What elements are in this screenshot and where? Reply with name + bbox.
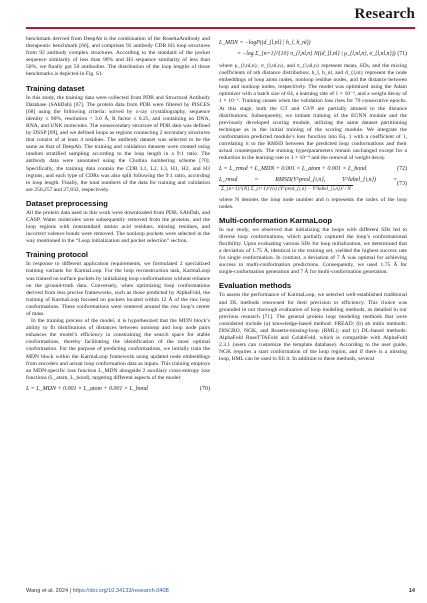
section-heading-training-dataset: Training dataset — [26, 83, 85, 93]
page-number: 14 — [408, 588, 415, 594]
equation-root: Σ_{n=1}^{N} Σ_{i=1}^{n} (Y^pred_{i,n} − Y^label_{i,n})² / N — [221, 185, 351, 192]
equation-body: = −log Σ_{n=1}^{10} π_{l,nl,n} N((d_{l,nl} | μ_{l,nl,n}, σ_{l,nl,n})) — [237, 50, 396, 57]
section-heading-dataset-preprocessing: Dataset preprocessing — [26, 198, 108, 208]
section-heading-training-protocol: Training protocol — [26, 250, 89, 260]
paragraph: where N denotes the loop node number and n represents the index of the loop nodes. — [219, 196, 407, 210]
equation-number: (72) — [397, 166, 407, 173]
equation-70 — [26, 386, 210, 393]
right-column — [219, 36, 407, 363]
paragraph: In the training process of the model, it is hypothesized that the MDN block’s ability to fit distributions of distances between nonloop and loop node pairs enhances the model’s efficiency in constraining the search space for stable conformations, thereby facilitating the identification of the most optimal conformation. For the purpose of predicting conformations, we initially train the MDN block within the KarmaLoop framework using updated node embeddings from encoders and actual loop conformation data as inputs. This training employs an MDN-specific loss function L_MDN alongside 2 auxiliary cross-entropy loss functions (L_atom, L_bond), targeting different aspects of the model: — [26, 318, 210, 381]
paragraph: where μ_{l,nl,n}, σ_{l,nl,n}, and π_{l,nl,n} represent mean, SDs, and the mixing coefficients of nth distance distribution; h_l, h_nl, and d_{l,nl} represent the node embeddings of loop atom nodes, nonloop residue nodes, and the distance between loop and nonloop nodes, respectively. The model was optimized using the Adam optimizer with a batch size of 64, a learning rate of 1 × 10⁻³, and a weight decay of 1 × 10⁻⁵. Training ceases when the validation loss rises for 70 consecutive epochs. At this stage, both the GT and GVP are partially attuned to the distance distributions. Subsequently, we initiate training of the EGNN module and the previously developed scoring module, utilizing the same dataset partitioning technique as in the initial training of the scoring module. We integrate the conformation predicted module’s loss function into Eq. 1 with a coefficient of 1, correlating it to the RMSD between the predicted loop conformations and their actual counterparts. The training hyperparameters remain unchanged except for a reduction in the learning rate to 1 × 10⁻⁴ and the removal of weight decay. — [219, 63, 407, 162]
equation-body: L = L_MDN + 0.001 × L_atom + 0.001 × L_bond — [26, 385, 148, 392]
section-heading-multi-conformation: Multi-conformation KarmaLoop — [219, 215, 333, 225]
section-heading-evaluation-methods: Evaluation methods — [219, 281, 292, 291]
paragraph: In response to different application requirements, we formulated 2 specialized training variants for KarmaLoop. For the loop reconstruction task, KarmaLoop was trained on surface pockets by initializing loop conformations without reliance on the ground-truth data. Conversely, when optimizing loop conformations derived from less precise frameworks, such as those predicted by AlphaFold, the training of KarmaLoop focused on pockets located within 12 Å of the raw loop conformations. These conformations were centered around the raw loop’s center of mass. — [26, 261, 210, 317]
footer-citation: Wang et al. 2024 | https://doi.org/10.34133/research.0408 — [26, 588, 169, 594]
equation-body: L_rmsd = RMSD(Y^pred_{i,n}, Y^label_{i,n}) = — [219, 177, 397, 184]
paragraph: To assess the performance of KarmaLoop, we selected well-established traditional and DL methods renowned for their precision or efficiency. This choice was grounded in our thorough evaluation of loop modeling methods, as detailed in our previous research [71]. The general protein loop modeling methods that were considered include (a) knowledge-based method: FREAD; (b) ab initio methods: DISGRO, NGK, and Rosetta-missing-loop (RML); and (c) DL-based methods: AlphaFold RoseTTAFold and ColabFold, which is compatible with AlphaFold 2.3.1 (users can customize the template database). According to the user guide, NGK requires a start conformation of the loop region, and if there is a missing loop, RML can be used to fill it. In addition to these methods, several — [219, 292, 407, 363]
equation-number: (70) — [200, 385, 210, 392]
header-rule — [26, 27, 415, 29]
equation-73 — [219, 177, 407, 192]
paragraph: All the protein data used in this work were downloaded from PDB, SAbDab, and CASP. Water molecules were subsequently removed from the proteins, and the loop regions with nonstandard amino acid residues, missing residues, and incorrect valence bonds were removed. The nonloop pockets were selected in the way mentioned in the “Loop initialization and pocket selection” section. — [26, 209, 210, 245]
doi-link[interactable]: https://doi.org/10.34133/research.0408 — [72, 588, 169, 594]
journal-brand: Research — [354, 6, 415, 22]
equation-number: (73) — [397, 181, 407, 188]
left-column — [26, 36, 210, 397]
equation-body: L_MDN = −logP((d_{l,nl} | h_l, h_nl)) — [219, 39, 311, 46]
paragraph: benchmark derived from DeepAb is the combination of the RosettaAntibody and therapeutic benchmark [66], and comprises 92 antibody CDR H3 loop structures from 92 antibody complex structures. According to the standard of the pocket sequence similarity of less than 90% and H3 sequence similarity of less than 50%, we finally got 50 antibodies. The distribution of the loop lengths of those benchmarks is depicted in Fig. S1. — [26, 36, 210, 78]
paragraph: In this study, the training data were collected from PDB and Structural Antibody Database (SAbDab) [67]. The protein data from PDB were filtered by PISCES [68] using the following criteria: solved by x-ray crystallography, sequence identity ≤ 90%, resolution < 3.0 Å, R factor ≤ 0.25, and containing no DNA, RNA, and UNK molecules. The nonsecondary structure of PDB data was defined by DSSP [69], and we defined loops as regions connecting 2 secondary structures that consist of at least 4 residues. The antibody dataset was selected to be the same as that of DeepAb. The training and validation datasets were created using random stratified sampling according to the loop length in a 9:1 ratio. The antibody data were annotated using the Chothia numbering scheme [70]. Specifically, the training data contain the CDR L1, L2, L3, H1, H2, and H3 regions, and each type of CDRs was also split following the 9:1 ratio, according to loop length. Finally, the total numbers of the data for training and validation are 250,257 and 27,832, respectively. — [26, 94, 210, 193]
equation-number: (71) — [397, 50, 407, 57]
equation-body: L = L_rmsd + L_MDN + 0.001 × L_atom + 0.001 × L_bond — [219, 166, 367, 173]
equation-72 — [219, 166, 407, 173]
equation-71 — [219, 38, 407, 60]
paragraph: In our study, we observed that initializing the loops with different SDs led to diverse loop conformations, which partially captured the loop’s conformational flexibility. Upon evaluating various SDs for loop initialization, we determined that a deviation of 1.75 Å, identical to the training set, yielded the highest success rate for single conformation. In contrast, a deviation of 7 Å was optimal for achieving success in multi-conformation predictions. Consequently, we used 1.75 Å for single-conformation generation and 7 Å for multi-conformation generation. — [219, 226, 407, 276]
journal-header — [0, 0, 427, 26]
